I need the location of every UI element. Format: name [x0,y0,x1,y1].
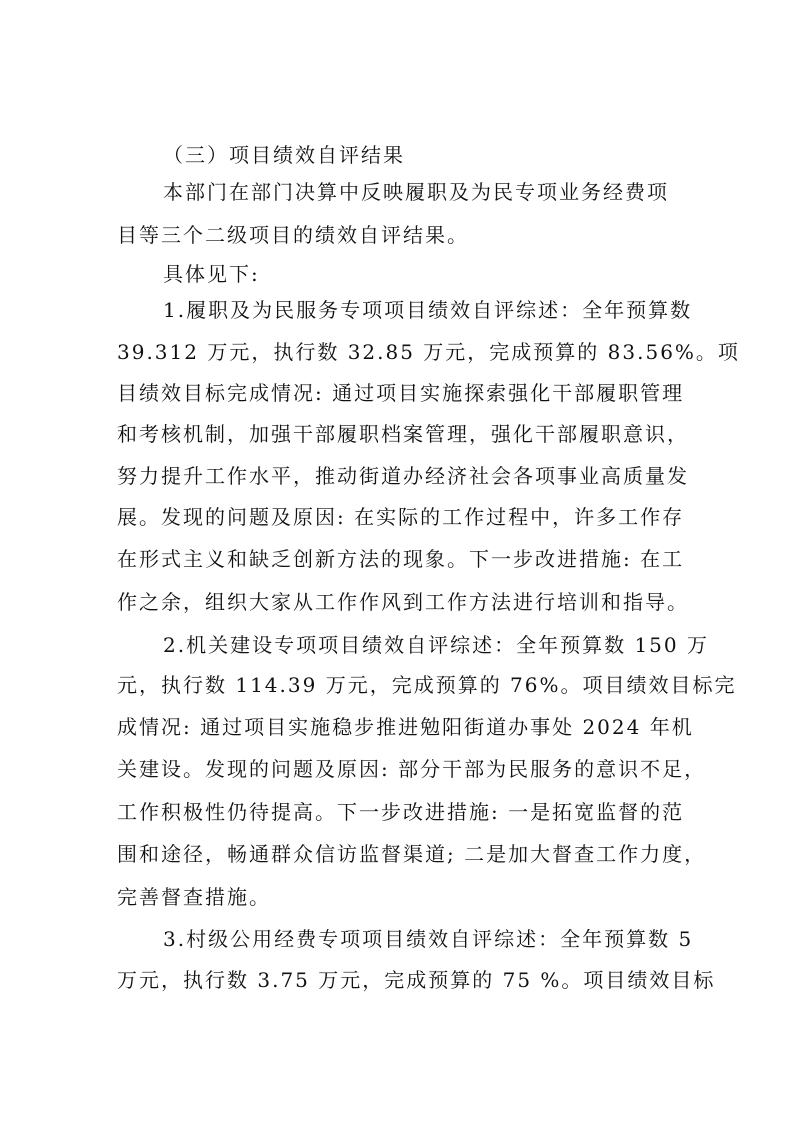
text-line: 成情况: 通过项目实施稳步推进勉阳街道办事处 2024 年机 [117,715,694,739]
text-line: 关建设。发现的问题及原因: 部分干部为民服务的意识不足， [117,757,707,781]
text-line: 努力提升工作水平，推动街道办经济社会各项事业高质量发 [117,464,689,488]
text-line: 围和途径，畅通群众信访监督渠道; 二是加大督查工作力度， [117,842,707,866]
text-line: 3.村级公用经费专项项目绩效自评综述：全年预算数 5 [163,927,694,951]
text-line: 目等三个二级项目的绩效自评结果。 [117,223,469,247]
text-line: 目绩效目标完成情况: 通过项目实施探索强化干部履职管理 [117,381,685,405]
text-line: 元，执行数 114.39 万元，完成预算的 76%。项目绩效目标完 [117,673,737,697]
text-line: 2.机关建设专项项目绩效自评综述：全年预算数 150 万 [163,633,709,657]
text-line: 1.履职及为民服务专项项目绩效自评综述：全年预算数 [163,298,693,322]
text-line: 工作积极性仍待提高。下一步改进措施: 一是拓宽监督的范 [117,800,685,824]
text-line: 本部门在部门决算中反映履职及为民专项业务经费项 [163,180,669,204]
text-line: 完善督查措施。 [117,885,271,909]
text-line: 和考核机制，加强干部履职档案管理，强化干部履职意识， [117,422,689,446]
text-line: 展。发现的问题及原因: 在实际的工作过程中，许多工作存 [117,505,685,529]
text-line: 万元，执行数 3.75 万元，完成预算的 75 %。项目绩效目标 [117,968,716,992]
text-line: 具体见下: [163,262,260,286]
text-line: 39.312 万元，执行数 32.85 万元，完成预算的 83.56%。项 [117,340,740,364]
section-heading: （三）项目绩效自评结果 [163,143,405,167]
text-line: 作之余，组织大家从工作作风到工作方法进行培训和指导。 [117,590,689,614]
text-line: 在形式主义和缺乏创新方法的现象。下一步改进措施: 在工 [117,547,685,571]
